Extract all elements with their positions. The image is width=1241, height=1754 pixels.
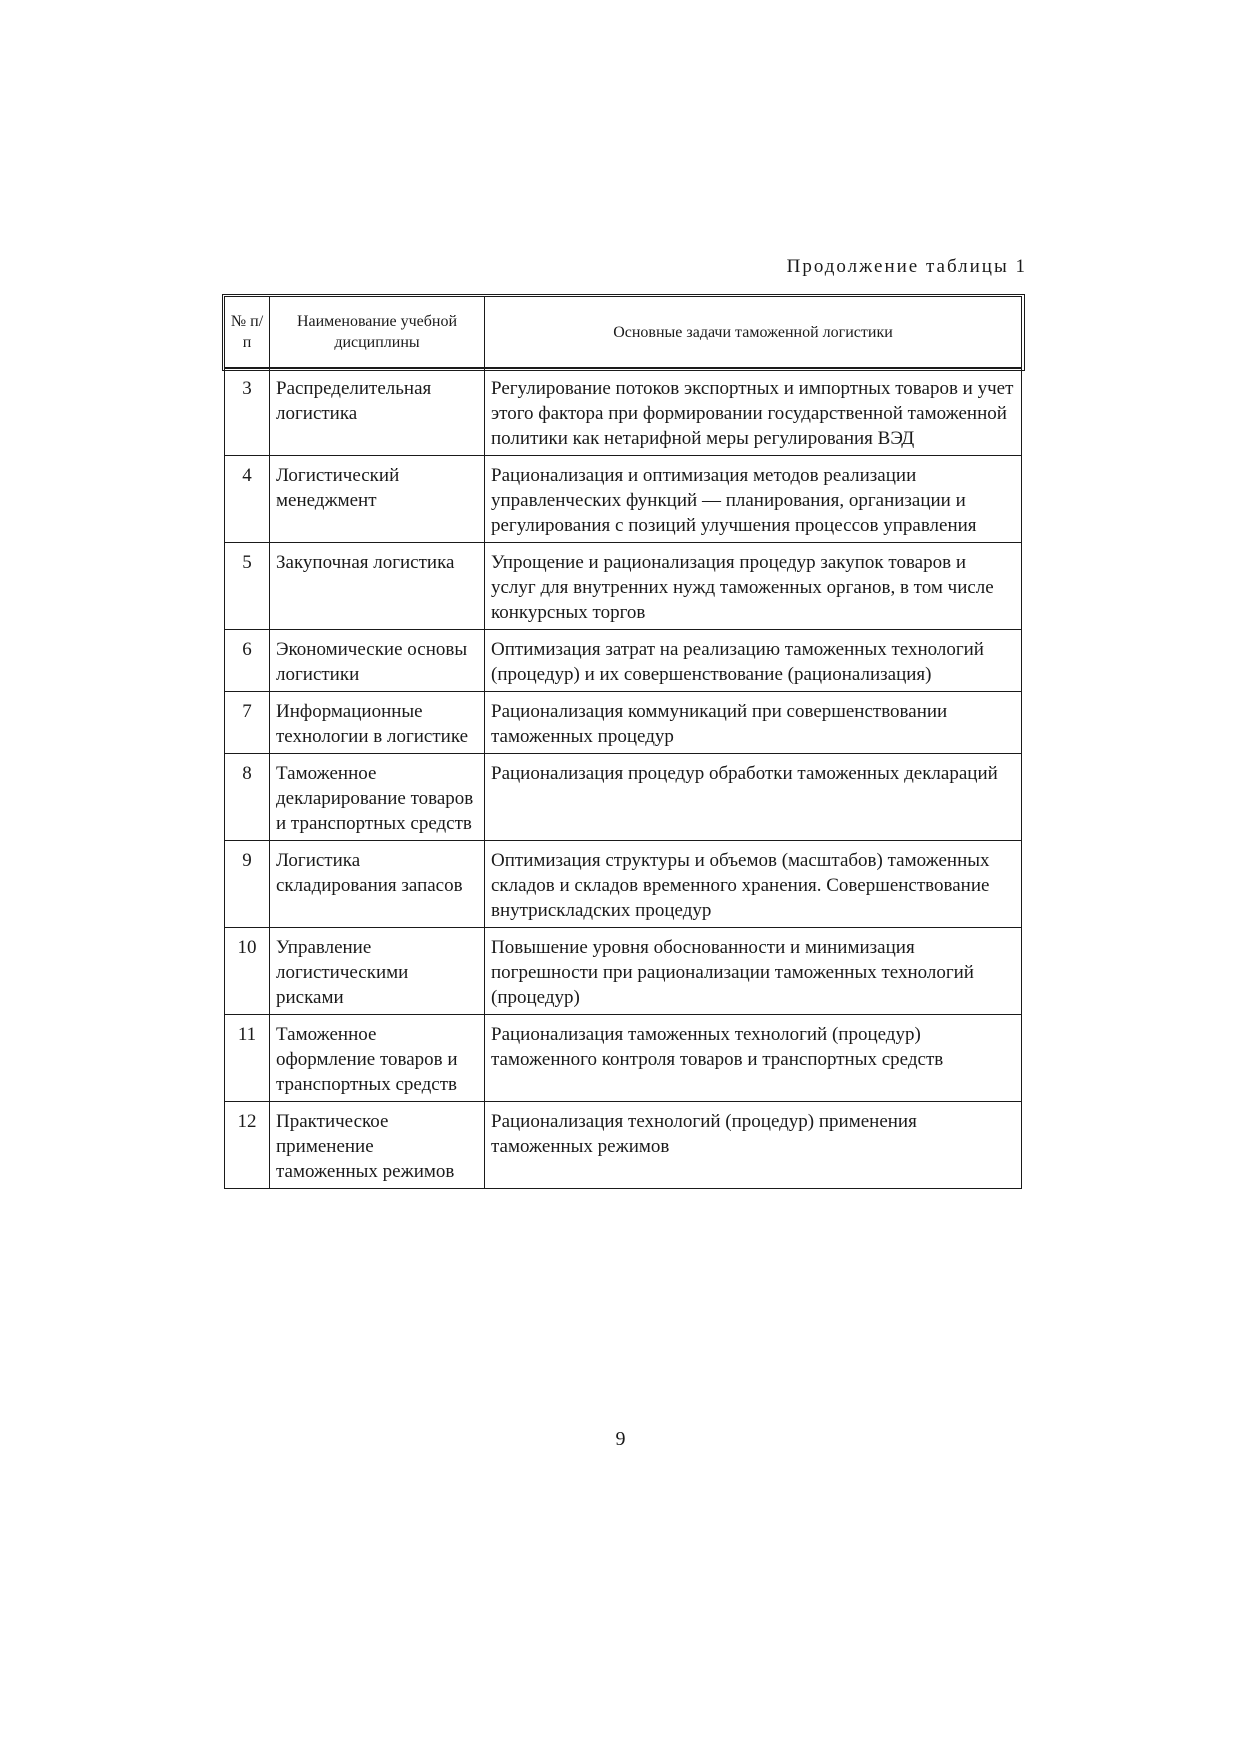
table-row bbox=[225, 368, 1022, 456]
row-number: 5 bbox=[225, 543, 270, 630]
discipline-tasks: Рационализация таможенных технологий (процедур) таможенного контроля товаров и транспортных средств bbox=[485, 1015, 1022, 1102]
table-row bbox=[225, 928, 1022, 1015]
discipline-name: Логистика складирования запасов bbox=[270, 841, 485, 928]
discipline-name: Информационные технологии в логистике bbox=[270, 692, 485, 754]
discipline-tasks: Рационализация технологий (процедур) применения таможенных режимов bbox=[485, 1102, 1022, 1189]
discipline-name: Таможенное декларирование товаров и транспортных средств bbox=[270, 754, 485, 841]
table-caption: Продолжение таблицы 1 bbox=[786, 256, 1027, 277]
discipline-name: Управление логистическими рисками bbox=[270, 928, 485, 1015]
discipline-name: Закупочная логистика bbox=[270, 543, 485, 630]
table-row bbox=[225, 456, 1022, 543]
discipline-name: Таможенное оформление товаров и транспортных средств bbox=[270, 1015, 485, 1102]
page-number: 9 bbox=[615, 1428, 626, 1450]
row-number: 9 bbox=[225, 841, 270, 928]
discipline-tasks: Повышение уровня обоснованности и минимизация погрешности при рационализации таможенных технологий (процедур) bbox=[485, 928, 1022, 1015]
header-row bbox=[225, 297, 1022, 369]
discipline-tasks: Оптимизация затрат на реализацию таможенных технологий (процедур) и их совершенствование (рационализация) bbox=[485, 630, 1022, 692]
header-discipline-name: Наименование учебной дисциплины bbox=[270, 297, 485, 369]
discipline-tasks: Оптимизация структуры и объемов (масштабов) таможенных складов и складов временного хранения. Совершенствование внутрискладских процедур bbox=[485, 841, 1022, 928]
discipline-name: Экономические основы логистики bbox=[270, 630, 485, 692]
row-number: 4 bbox=[225, 456, 270, 543]
discipline-tasks: Регулирование потоков экспортных и импортных товаров и учет этого фактора при формировании государственной таможенной политики как нетарифной меры регулирования ВЭД bbox=[485, 368, 1022, 456]
table-row bbox=[225, 630, 1022, 692]
disciplines-table bbox=[224, 296, 1022, 1189]
row-number: 10 bbox=[225, 928, 270, 1015]
row-number: 7 bbox=[225, 692, 270, 754]
discipline-name: Практическое применение таможенных режимов bbox=[270, 1102, 485, 1189]
table-row bbox=[225, 841, 1022, 928]
table-row bbox=[225, 543, 1022, 630]
table-body bbox=[225, 368, 1022, 1189]
table-row bbox=[225, 1015, 1022, 1102]
table-container bbox=[224, 296, 1021, 1189]
header-tasks: Основные задачи таможенной логистики bbox=[485, 297, 1022, 369]
row-number: 8 bbox=[225, 754, 270, 841]
row-number: 12 bbox=[225, 1102, 270, 1189]
table-header bbox=[225, 297, 1022, 369]
header-num: № п/п bbox=[225, 297, 270, 369]
table-row bbox=[225, 754, 1022, 841]
discipline-name: Логистический менеджмент bbox=[270, 456, 485, 543]
discipline-tasks: Рационализация и оптимизация методов реализации управленческих функций — планирования, организации и регулирования с позиций улучшения процессов управления bbox=[485, 456, 1022, 543]
table-row bbox=[225, 1102, 1022, 1189]
table-row bbox=[225, 692, 1022, 754]
discipline-tasks: Рационализация коммуникаций при совершенствовании таможенных процедур bbox=[485, 692, 1022, 754]
row-number: 11 bbox=[225, 1015, 270, 1102]
row-number: 6 bbox=[225, 630, 270, 692]
row-number: 3 bbox=[225, 368, 270, 456]
discipline-name: Распределительная логистика bbox=[270, 368, 485, 456]
discipline-tasks: Упрощение и рационализация процедур закупок товаров и услуг для внутренних нужд таможенных органов, в том числе конкурсных торгов bbox=[485, 543, 1022, 630]
discipline-tasks: Рационализация процедур обработки таможенных деклараций bbox=[485, 754, 1022, 841]
